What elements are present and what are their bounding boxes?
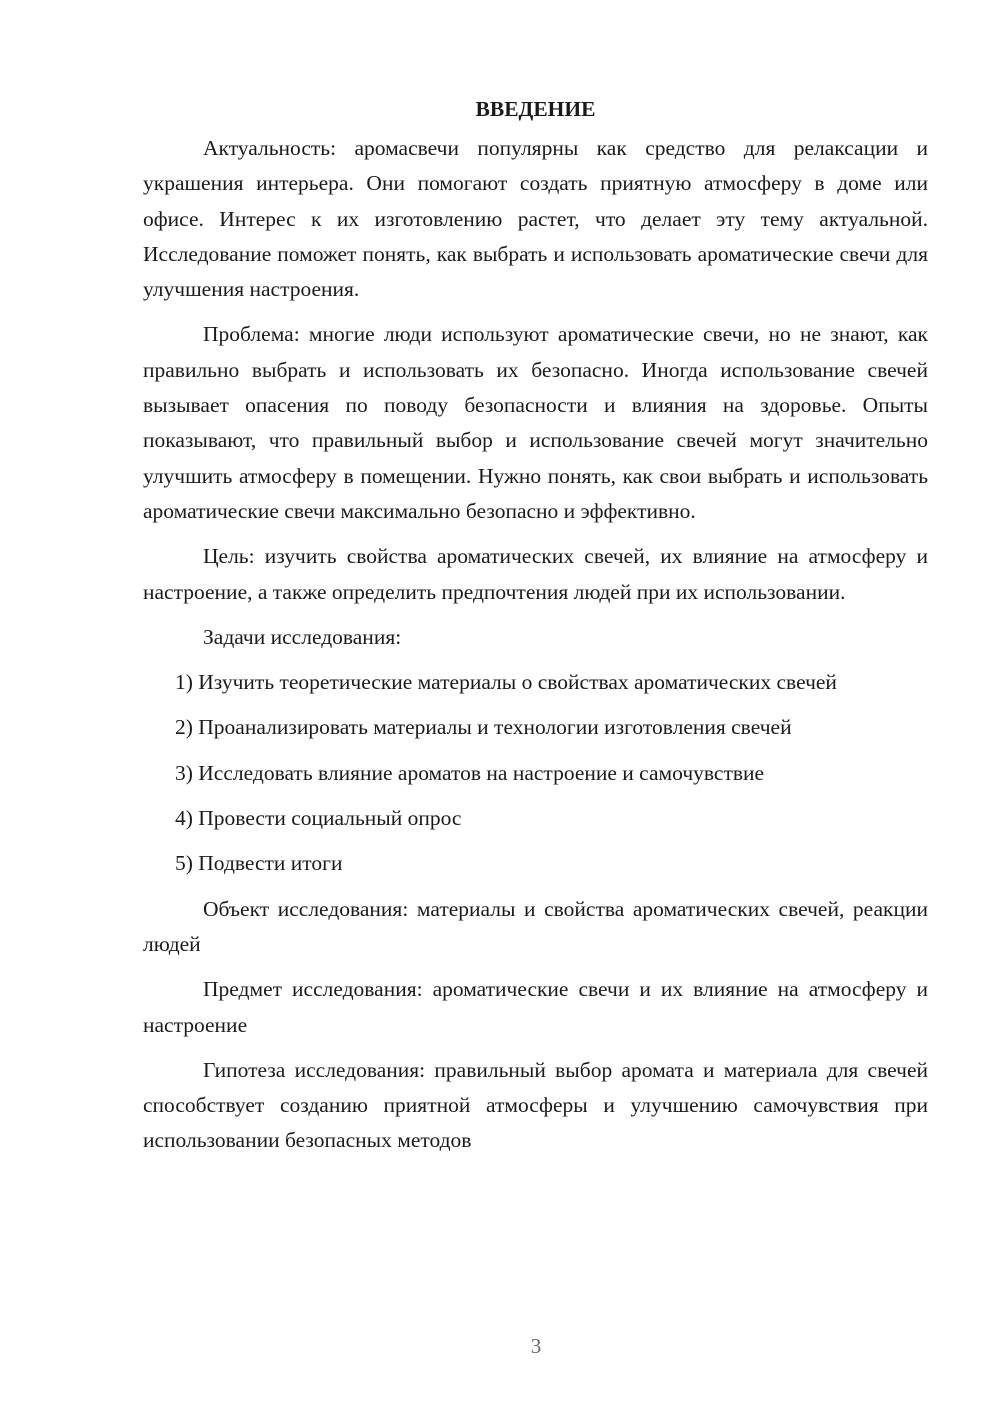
hypothesis-paragraph: Гипотеза исследования: правильный выбор аромата и материала для свечей способствует созданию приятной атмосферы и улучшению самочувствия при использовании безопасных методов	[143, 1057, 928, 1153]
section-title: ВВЕДЕНИЕ	[475, 97, 596, 121]
task-item: 5) Подвести итоги	[175, 851, 343, 876]
task-item: 1) Изучить теоретические материалы о свойствах ароматических свечей	[175, 670, 837, 695]
problem-paragraph: Проблема: многие люди используют ароматические свечи, но не знают, как правильно выбрать и использовать их безопасно. Иногда использование свечей вызывает опасения по поводу безопасности и влияния на здоровье. Опыты показывают, что правильный выбор и использование свечей могут значительно улучшить атмосферу в помещении. Нужно понять, как свои выбрать и использовать ароматические свечи максимально безопасно и эффективно.	[143, 322, 928, 523]
page-number	[0, 1332, 1000, 1360]
task-item: 3) Исследовать влияние ароматов на настроение и самочувствие	[175, 760, 765, 785]
task-item: 2) Проанализировать материалы и технологии изготовления свечей	[175, 715, 792, 740]
goal-paragraph: Цель: изучить свойства ароматических свечей, их влияние на атмосферу и настроение, а также определить предпочтения людей при их использовании.	[143, 544, 928, 604]
subject-paragraph: Предмет исследования: ароматические свечи и их влияние на атмосферу и настроение	[143, 977, 928, 1037]
object-paragraph: Объект исследования: материалы и свойства ароматических свечей, реакции людей	[143, 896, 928, 956]
page-content	[143, 92, 928, 1169]
tasks-list	[143, 665, 928, 881]
relevance-paragraph: Актуальность: аромасвечи популярны как средство для релаксации и украшения интерьера. Они помогают создать приятную атмосферу в доме или офисе. Интерес к их изготовлению растет, что делает эту тему актуальной. Исследование поможет понять, как выбрать и использовать ароматические свечи для улучшения настроения.	[143, 136, 928, 302]
page-number-text: 3	[530, 1334, 542, 1358]
tasks-heading: Задачи исследования:	[203, 624, 402, 649]
task-item: 4) Провести социальный опрос	[175, 806, 462, 831]
